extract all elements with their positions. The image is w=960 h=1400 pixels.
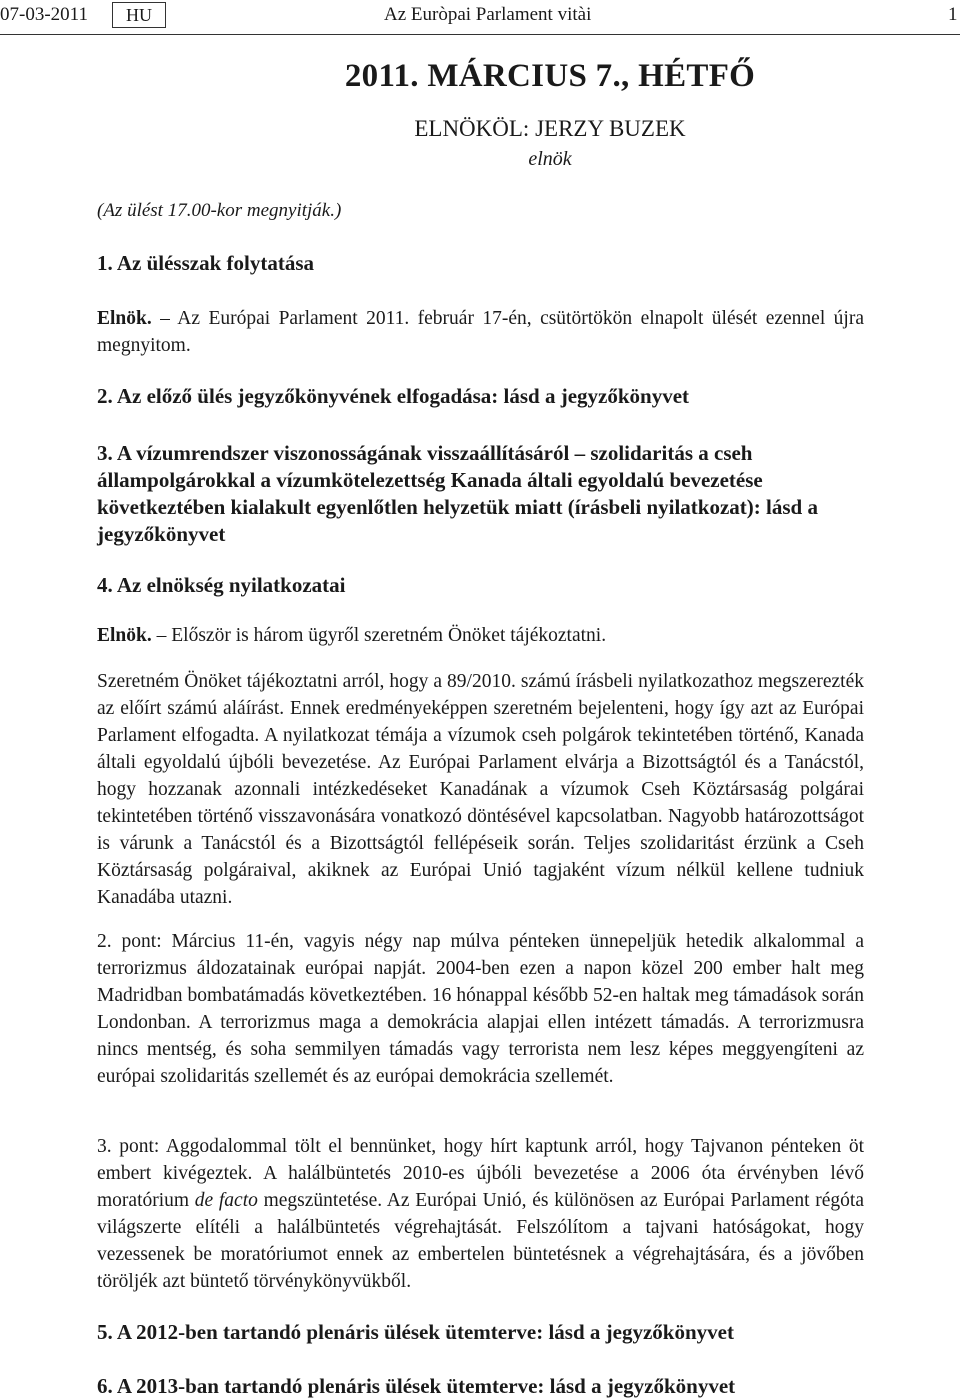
header-date: 07-03-2011 xyxy=(0,4,88,25)
item-1-text: – Az Európai Parlament 2011. február 17-én, csütörtökön elnapolt ülését ezennel újra megnyitom. xyxy=(97,308,864,356)
header-publication: Az Euròpai Parlament vitài xyxy=(384,4,592,25)
item-1-paragraph xyxy=(97,305,864,359)
item-4-paragraph-3 xyxy=(97,1133,864,1295)
item-4-paragraph-1: Szeretném Önöket tájékoztatni arról, hogy a 89/2010. számú írásbeli nyilatkozathoz megszerezték az előírt számú aláírást. Ennek eredményeképpen szeretném bejelenteni, hogy így azt az Európai Parlament elfogadta. A nyilatkozat témája a vízumok cseh polgárok tekintetében történő, Kanada általi egyoldalú újbóli bevezetése. Az Európai Parlament elvárja a Bizottságtól és a Tanácstól, hogy hozzanak azonnali intézkedéseket Kanadának a vízumok Cseh Köztársaság polgárai tekintetében történő visszavonására vonatkozó döntésével kapcsolatban. Nagyobb határozottságot is várunk a Tanácstól és a Bizottságtól fellépéseik során. Teljes szolidaritást érzünk a Cseh Köztársaság polgáraival, akiknek az Európai Unió tagjaként vízum nélkül kellene tudniuk Kanadába utazni. xyxy=(97,671,864,908)
header-rule xyxy=(0,34,960,35)
speaker-label: Elnök. xyxy=(97,625,152,646)
opening-note: (Az ülést 17.00-kor megnyitják.) xyxy=(97,200,342,221)
item-1-title: 1. Az ülésszak folytatása xyxy=(97,251,314,275)
item-4-intro-paragraph xyxy=(97,622,864,649)
p3-text-a: 3. pont: Aggodalommal tölt el bennünket, hogy hírt kaptunk arról, hogy Tajvanon pénteken öt embert kivégeztek. A halálbüntetés 2010-es újbóli bevezetése a 2006 óta érvényben lévő moratórium xyxy=(97,1136,864,1211)
presiding-role: elnök xyxy=(528,148,572,170)
speaker-label: Elnök. xyxy=(97,308,152,329)
header-language-box: HU xyxy=(112,2,166,28)
item-6-title: 6. A 2013-ban tartandó plenáris ülések ütemterve: lásd a jegyzőkönyvet xyxy=(97,1374,736,1398)
item-3-title: 3. A vízumrendszer viszonosságának visszaállításáról – szolidaritás a cseh állampolgárokkal a vízumkötelezettség Kanada általi egyoldalú bevezetése következtében kialakult egyenlőtlen helyzetük miatt (írásbeli nyilatkozat): lásd a jegyzőkönyvet xyxy=(97,441,818,546)
item-4-title: 4. Az elnökség nyilatkozatai xyxy=(97,573,346,597)
item-4-paragraph-2: 2. pont: Március 11-én, vagyis négy nap múlva pénteken ünnepeljük hetedik alkalommal a terrorizmus áldozatainak európai napját. 2004-ben ezen a napon közel 200 ember halt meg Madridban bombatámadás következtében. 16 hónappal később 52-en haltak meg támadások során Londonban. A terrorizmus maga a demokrácia alapjai ellen intézett támadás. A terrorizmusra nincs mentség, és soha semmilyen támadás vagy terrorista nem lesz képes meggyengíteni az európai szolidaritás szellemét és az európai demokrácia szellemét. xyxy=(97,931,864,1087)
session-date-title: 2011. MÁRCIUS 7., HÉTFŐ xyxy=(344,58,756,94)
header-page-number: 1 xyxy=(948,4,958,25)
item-4-intro-text: – Először is három ügyről szeretném Önöket tájékoztatni. xyxy=(151,625,607,646)
item-2-title: 2. Az előző ülés jegyzőkönyvének elfogadása: lásd a jegyzőkönyvet xyxy=(97,384,690,408)
p3-text-b: megszüntetése. Az Európai Unió, és különösen az Európai Parlament régóta világszerte elítéli a halálbüntetés végrehajtását. Felszólítom a tajvani hatóságokat, hogy vezessenek be moratóriumot ennek az embertelen büntetésnek a végrehajtására, és a jövőben töröljék azt büntető törvénykönyvükből. xyxy=(97,1190,864,1292)
item-5-title: 5. A 2012-ben tartandó plenáris ülések ütemterve: lásd a jegyzőkönyvet xyxy=(97,1320,734,1344)
presiding-line: ELNÖKÖL: JERZY BUZEK xyxy=(414,116,686,141)
p3-italic-term: de facto xyxy=(194,1190,258,1211)
